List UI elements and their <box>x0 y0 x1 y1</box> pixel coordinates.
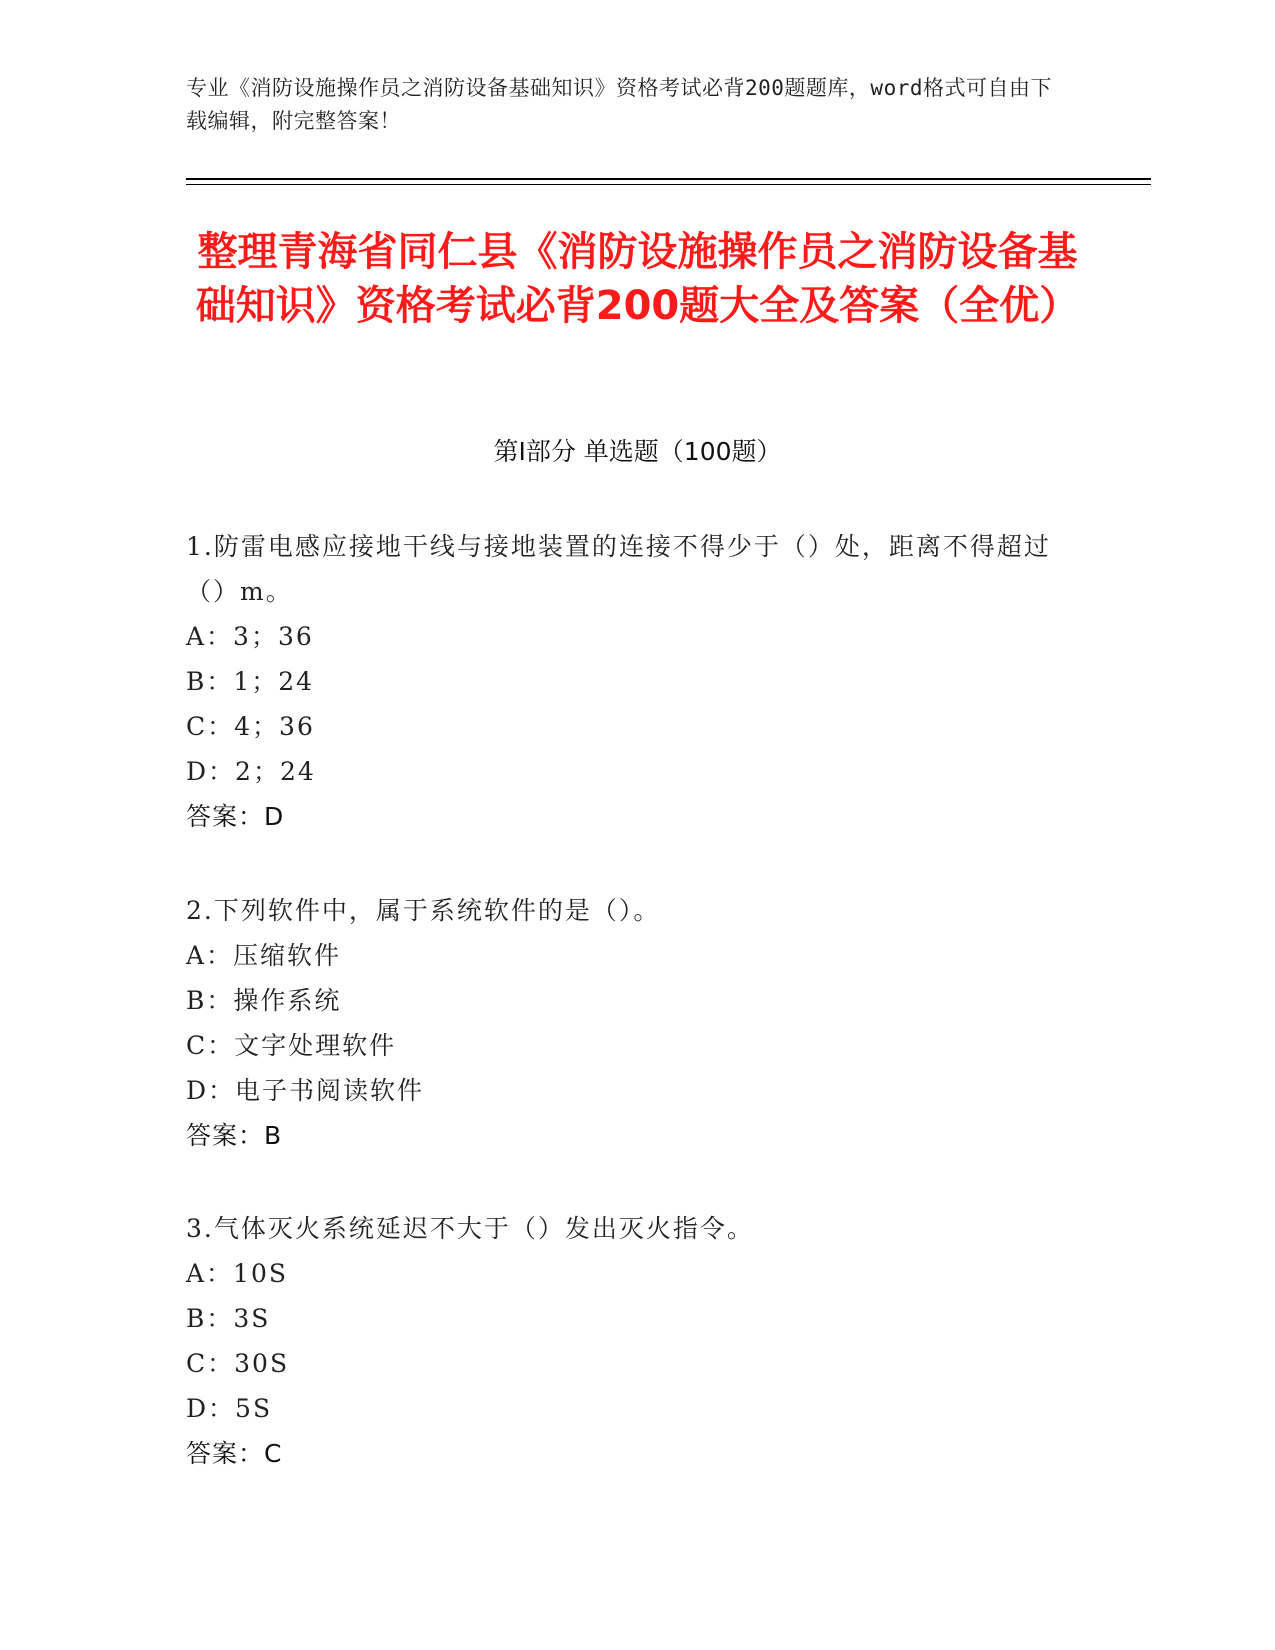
question-item <box>186 888 1066 1158</box>
question-item <box>186 524 1066 839</box>
option-b: B：操作系统 <box>186 986 342 1015</box>
answer-line: 答案：D <box>186 802 285 831</box>
option-c: C：30S <box>186 1349 290 1378</box>
option-d: D：5S <box>186 1394 273 1423</box>
question-stem: 2.下列软件中，属于系统软件的是（）。 <box>186 896 661 925</box>
question-stem: 3.气体灭火系统延迟不大于（）发出灭火指令。 <box>186 1214 754 1243</box>
option-c: C：文字处理软件 <box>186 1031 397 1060</box>
option-b: B：1；24 <box>186 667 315 696</box>
document-title: 整理青海省同仁县《消防设施操作员之消防设备基础知识》资格考试必背200题大全及答案（全优） <box>195 229 1080 329</box>
answer-line: 答案：B <box>186 1121 283 1150</box>
question-item <box>186 1206 1066 1476</box>
option-c: C：4；36 <box>186 712 315 741</box>
option-d: D：2；24 <box>186 757 316 786</box>
header-divider <box>186 178 1151 180</box>
header-divider-thin <box>186 184 1151 185</box>
header-note: 专业《消防设施操作员之消防设备基础知识》资格考试必背200题题库，word格式可自由下载编辑，附完整答案！ <box>186 76 1052 133</box>
answer-line: 答案：C <box>186 1439 283 1468</box>
option-b: B：3S <box>186 1304 271 1333</box>
option-a: A：压缩软件 <box>186 941 342 970</box>
question-stem: 1.防雷电感应接地干线与接地装置的连接不得少于（）处，距离不得超过（）m。 <box>186 532 1051 606</box>
option-a: A：3；36 <box>186 622 314 651</box>
section-heading: 第I部分 单选题（100题） <box>493 437 782 466</box>
option-a: A：10S <box>186 1259 288 1288</box>
option-d: D：电子书阅读软件 <box>186 1076 425 1105</box>
